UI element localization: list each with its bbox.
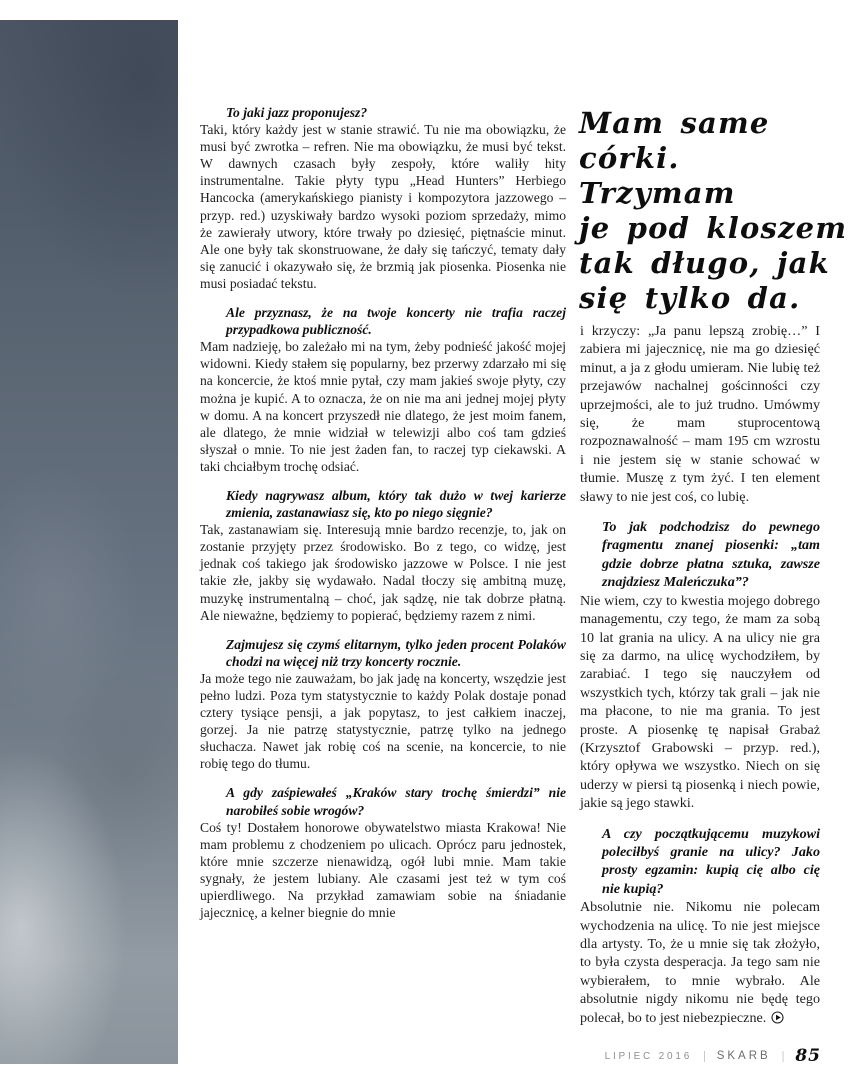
text-column-right bbox=[580, 322, 820, 1027]
footer-issue-date: LIPIEC 2016 bbox=[604, 1050, 693, 1062]
pull-quote-line: się tylko da. bbox=[579, 281, 801, 315]
interview-question: Kiedy nagrywasz album, który tak dużo w twej karierze zmienia, zastanawiasz się, kto po niego sięgnie? bbox=[226, 487, 566, 521]
page-footer bbox=[605, 1046, 821, 1066]
pull-quote bbox=[579, 106, 848, 316]
text-column-left bbox=[200, 104, 566, 921]
interview-question: To jaki jazz proponujesz? bbox=[226, 105, 368, 120]
end-of-article-icon bbox=[771, 1011, 784, 1024]
studio-backdrop-photo bbox=[0, 20, 178, 1064]
answer-text: Absolutnie nie. Nikomu nie polecam wychodzenia na ulicę. To nie jest miejsce dla artysty. To, że u mnie się tak złożyło, to była czysta desperacja. Ja tego sam nie wybierałem, to mnie wybrało. Ale absolutnie nigdy nikomu nie będę tego polecał, bo to jest niebezpieczne. bbox=[580, 899, 820, 1026]
pull-quote-line: je pod kloszem bbox=[579, 211, 848, 245]
pull-quote-line: córki. bbox=[579, 141, 680, 175]
interview-answer: Taki, który każdy jest w stanie strawić. Tu nie ma obowiązku, że musi być zwrotka – refren. Nie ma obowiązku, że musi być tekst. W dawnych czasach były zespoły, które waliły hity instrumentalne. Takie płyty typu „Head Hunters” Herbiego Hancocka (amerykańskiego pianisty i kompozytora jazzowego – przyp. red.) uzyskiwały bardzo wysoki poziom sprzedaży, mimo że zawierały utwory, które trwały po dziesięć, piętnaście minut. Ale one były tak skonstruowane, że dały się tańczyć, tematy dały się zanucić i okazywało się, że brzmią jak piosenka. Piosenka nie musi posiadać tekstu. bbox=[200, 122, 566, 291]
interview-question: Ale przyznasz, że na twoje koncerty nie trafia raczej przypadkowa publiczność. bbox=[226, 305, 566, 338]
pull-quote-line: Mam same bbox=[579, 106, 770, 140]
footer-divider: | bbox=[703, 1049, 706, 1063]
interview-answer: Tak, zastanawiam się. Interesują mnie bardzo recenzje, to, jak on zostanie przyjęty przez środowisko. Bo z tego, co widzę, jest jednak coś takiego jak środowisko jazzowe w Polsce. I nie jest takie złe, jakby się wydawało. Nadal tłoczy się ambitną muzę, muzykę instrumentalną – choć, jak sądzę, nie tak dobrze płatną. Ale nieważne, będziemy to popierać, będziemy razem z nimi. bbox=[200, 522, 566, 623]
pull-quote-line: Trzymam bbox=[579, 176, 736, 210]
interview-answer: Nie wiem, czy to kwestia mojego dobrego managementu, czy tego, że mam za sobą 10 lat grania na ulicy. A na ulicy nie gra się za darmo, na ulicę wychodziłem, by zarabiać. I tego się nauczyłem od wszystkich tych, którzy tak grali – jak nie ma płacone, to nie ma grania. To jest proste. A piosenkę tę napisał Grabaż (Krzysztof Grabowski – przyp. red.), który opływa we wszystko. Niech on się uderzy w piersi tą piosenką i niech powie, jakie są jego stawki. bbox=[580, 592, 820, 812]
footer-page-number: 85 bbox=[795, 1046, 821, 1066]
interview-answer bbox=[580, 898, 820, 1027]
interview-question: Zajmujesz się czymś elitarnym, tylko jeden procent Polaków chodzi na więcej niż trzy koncerty rocznie. bbox=[226, 636, 566, 669]
interview-question: A czy początkującemu muzykowi poleciłbyś granie na ulicy? Jako prosty egzamin: kupią cię albo cię nie kupią? bbox=[602, 825, 820, 897]
interview-answer: Ja może tego nie zauważam, bo jak jadę na koncerty, wszędzie jest pełno ludzi. Poza tym statystycznie to każdy Polak dostaje ponad cztery tysiące pensji, a jak popytasz, to jest całkiem inaczej, gorzej. Ja nie patrzę statystycznie, patrzę tylko na jednego słuchacza. Nawet jak robię coś na scenie, na koncercie, to nie robię tego do tłumu. bbox=[200, 670, 566, 772]
footer-divider: | bbox=[781, 1049, 785, 1063]
interview-question: A gdy zaśpiewałeś „Kraków stary trochę śmierdzi” nie narobiłeś sobie wrogów? bbox=[226, 785, 566, 818]
footer-magazine-name: SKARB bbox=[716, 1050, 771, 1062]
interview-question: To jak podchodzisz do pewnego fragmentu znanej piosenki: „tam gdzie dobrze płatna sztuka, zawsze znajdziesz Maleńczuka”? bbox=[602, 519, 820, 591]
interview-answer: Coś ty! Dostałem honorowe obywatelstwo miasta Krakowa! Nie mam problemu z chodzeniem po ulicach. Oprócz paru jednostek, które mnie szczerze nienawidzą, ogół lubi mnie. Mam takie sygnały, że jestem lubiany. Ale czasami jest też w tym coś upierdliwego. Na przykład zamawiam sobie na śniadanie jajecznicę, a kelner biegnie do mnie bbox=[200, 819, 566, 921]
interview-answer: Mam nadzieję, bo zależało mi na tym, żeby podnieść jakość mojej widowni. Kiedy stałem się popularny, bez przerwy zdarzało mi się na koncercie, że ktoś mnie pytał, czy mam jakieś swoje płyty, czy można je kupić. A to oznacza, że on nie ma ani jednej mojej płyty w domu. A na koncert przyszedł nie dlatego, że jest moim fanem, ale dlatego, że mnie widział w telewizji albo coś tam gdzieś słyszał o mnie. To nie jest żaden fan, to raczej typ ciekawski. A taki chciałbym trochę odsiać. bbox=[200, 339, 566, 474]
pull-quote-line: tak długo, jak bbox=[579, 246, 830, 280]
interview-answer: i krzyczy: „Ja panu lepszą zrobię…” I zabiera mi jajecznicę, nie ma go dziesięć minut, a ja z głodu umieram. Nie lubię też przejawów nachalnej gościnności czy uprzejmości, ale to już trudno. Umówmy się, że mam stuprocentową rozpoznawalność – mam 195 cm wzrostu i nie jestem się w stanie schować w tłumie. Muszę z tym żyć. I ten element sławy to nie jest coś, co lubię. bbox=[580, 323, 820, 505]
